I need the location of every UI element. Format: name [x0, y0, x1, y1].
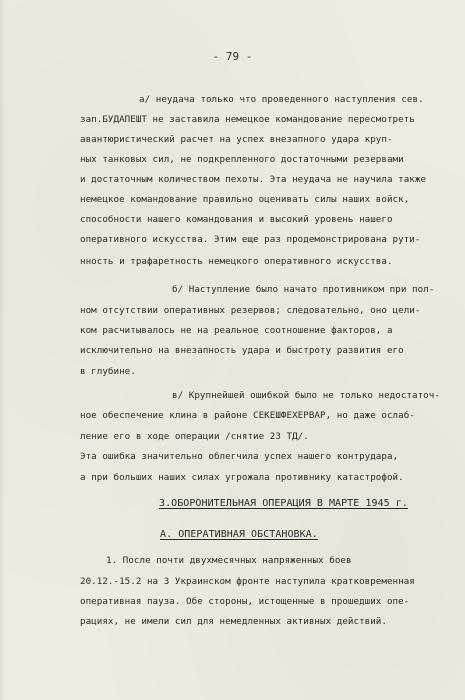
- paragraph-line: в/ Крупнейшей ошибкой было не только недостаточ-: [172, 390, 440, 401]
- paragraph-line: исключительно на внезапность удара и быстроту развития его: [80, 345, 404, 356]
- paragraph-line: ное обеспечение клина в районе СЕКЕШФЕХЕРВАР, но даже ослаб-: [80, 410, 415, 421]
- paragraph-line: оперативного искусства. Этим еще раз продемонстрирована рути-: [80, 234, 421, 245]
- paragraph-line: ление его в ходе операции /снятие 23 ТД/.: [80, 431, 309, 442]
- paragraph-line: а/ неудача только что проведенного наступления сев.: [139, 94, 424, 105]
- paragraph-line: ном отсутствии оперативных резервов; следовательно, оно цели-: [80, 305, 421, 316]
- paragraph-line: авантюристический расчет на успех внезапного удара круп-: [80, 134, 393, 145]
- paragraph-line: зап.БУДАПЕШТ не заставила немецкое командование пересмотреть: [80, 114, 415, 125]
- paragraph-line: немецкое командование правильно оценивать силы наших войск,: [80, 194, 410, 205]
- section-heading: 3.ОБОРОНИТЕЛЬНАЯ ОПЕРАЦИЯ В МАРТЕ 1945 г.: [159, 498, 408, 509]
- paragraph-line: 1. После почти двухмесячных напряженных боев: [106, 555, 352, 566]
- paragraph-line: б/ Наступление было начато противником при пол-: [172, 284, 435, 295]
- paragraph-line: способности нашего командования и высокий уровень нашего: [80, 214, 393, 225]
- paragraph-line: а при больших наших силах угрожала противнику катастрофой.: [80, 472, 404, 483]
- paragraph-line: в глубине.: [80, 366, 136, 377]
- paragraph-line: ных танковых сил, не подкрепленного достаточными резервами: [80, 154, 404, 165]
- paragraph-line: и достаточным количеством пехоты. Эта неудача не научила также: [80, 174, 427, 185]
- paragraph-line: нность и трафаретность немецкого оперативного искусства.: [80, 256, 393, 267]
- paragraph-line: ком расчитывалось не на реальное соотношение факторов, а: [80, 325, 393, 336]
- subsection-heading: А. ОПЕРАТИВНАЯ ОБСТАНОВКА.: [160, 529, 318, 540]
- page-number: - 79 -: [212, 50, 253, 63]
- paragraph-line: оперативная пауза. Обе стороны, истощенные в прошедших опе-: [80, 596, 410, 607]
- paragraph-line: Эта ошибка значительно облегчила успех нашего контрудара,: [80, 451, 399, 462]
- paragraph-line: рациях, не имели сил для немедленных активных действий.: [80, 616, 387, 627]
- paragraph-line: 20.12.-15.2 на 3 Украинском фронте наступила кратковременная: [80, 576, 415, 587]
- page-edge-shadow: [0, 0, 6, 700]
